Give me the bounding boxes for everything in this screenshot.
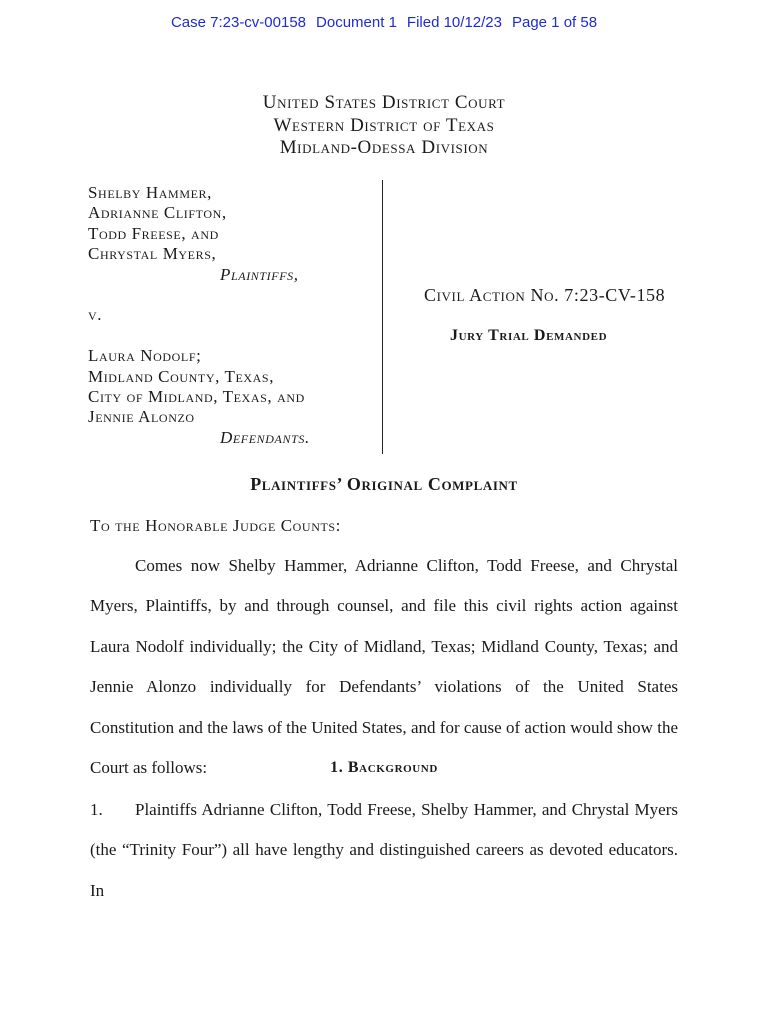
paragraph-1 [90, 790, 678, 911]
plaintiffs-role: Plaintiffs, [220, 264, 299, 284]
paragraph-text: Plaintiffs Adrianne Clifton, Todd Freese, Shelby Hammer, and Chrystal Myers (the “Trinity Four”) all have lengthy and distinguished careers as devoted educators. In [90, 800, 678, 900]
paragraph-number: 1. [90, 800, 103, 819]
plaintiff-name: Adrianne Clifton, [88, 203, 227, 223]
page-count: Page 1 of 58 [511, 14, 598, 31]
document-number: Document 1 [316, 14, 397, 31]
ecf-header-stamp [0, 14, 768, 31]
party-block [88, 183, 378, 448]
caption-divider [382, 180, 383, 454]
defendants-role: Defendants. [220, 427, 310, 447]
court-district: Western District of Texas [273, 114, 495, 136]
section-heading: 1. Background [330, 759, 438, 776]
court-division: Midland-Odessa Division [279, 137, 489, 158]
jury-demand: Jury Trial Demanded [450, 327, 608, 344]
plaintiff-name: Chrystal Myers, [88, 244, 217, 264]
defendant-name: City of Midland, Texas, and [88, 387, 305, 407]
court-caption [0, 92, 768, 160]
defendant-name: Midland County, Texas, [88, 366, 275, 386]
defendant-name: Jennie Alonzo [88, 407, 195, 427]
document-title: Plaintiffs’ Original Complaint [250, 474, 518, 494]
case-number: Case 7:23-cv-00158 [170, 14, 307, 31]
versus: v. [88, 305, 103, 325]
intro-paragraph: Comes now Shelby Hammer, Adrianne Clifton, Todd Freese, and Chrystal Myers, Plaintiffs, by and through counsel, and file this civil rights action against Laura Nodolf individually; the City of Midland, Texas; Midland County, Texas; and Jennie Alonzo individually for Defendants’ violations of the United States Constitution and the laws of the United States, and for cause of action would show the Court as follows: [90, 556, 678, 778]
filed-date: Filed 10/12/23 [406, 14, 502, 31]
court-name: United States District Court [262, 92, 506, 113]
salutation: To the Honorable Judge Counts: [90, 516, 341, 535]
defendant-name: Laura Nodolf; [88, 346, 202, 366]
civil-action-number: Civil Action No. 7:23-CV-158 [424, 285, 666, 305]
plaintiff-name: Todd Freese, and [88, 223, 219, 243]
plaintiff-name: Shelby Hammer, [88, 183, 212, 202]
